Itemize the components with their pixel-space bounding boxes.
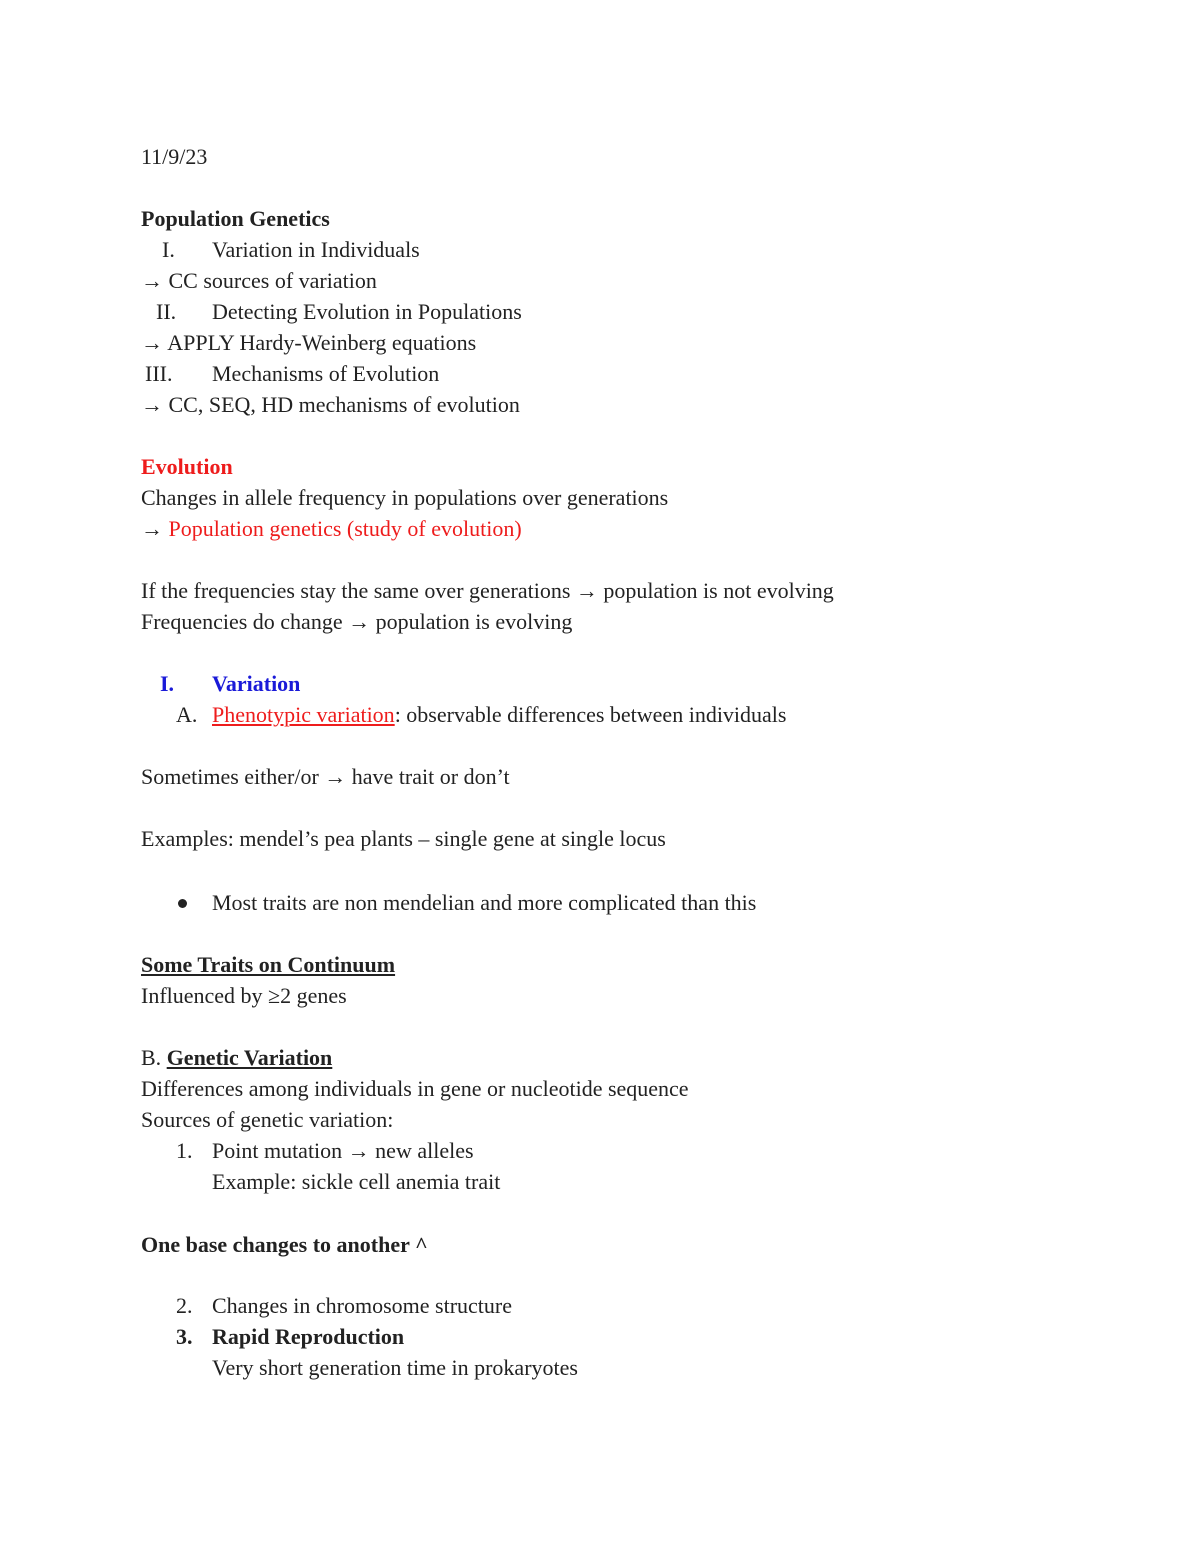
outline-note-3: → CC, SEQ, HD mechanisms of evolution — [141, 392, 520, 417]
evolving-line: Frequencies do change → population is evolving — [141, 609, 573, 634]
evolution-arrow-line — [141, 516, 522, 542]
not-evolving-line: If the frequencies stay the same over generations → population is not evolving — [141, 578, 834, 603]
either-or-line: Sometimes either/or → have trait or don’t — [141, 764, 510, 789]
source-item-3-sub — [0, 1355, 1200, 1381]
source-sub-3: Very short generation time in prokaryotes — [212, 1355, 578, 1380]
variation-num: I. — [160, 671, 175, 696]
date: 11/9/23 — [141, 144, 208, 169]
phenotypic-variation-item — [0, 702, 1200, 728]
outline-text-2: Detecting Evolution in Populations — [212, 299, 522, 324]
variation-section-heading — [0, 671, 1200, 697]
outline-text-3: Mechanisms of Evolution — [212, 361, 440, 386]
outline-item-3 — [0, 361, 1200, 387]
source-item-1 — [0, 1138, 1200, 1164]
source-item-3 — [0, 1324, 1200, 1350]
outline-num-2: II. — [156, 299, 177, 324]
source-text-3: Rapid Reproduction — [212, 1324, 405, 1349]
phenotypic-variation-term: Phenotypic variation — [212, 702, 395, 727]
bullet-text: Most traits are non mendelian and more complicated than this — [212, 890, 757, 915]
source-num-3: 3. — [176, 1324, 193, 1349]
source-item-2 — [0, 1293, 1200, 1319]
source-num-2: 2. — [176, 1293, 193, 1318]
genetic-variation-heading-line — [141, 1045, 332, 1071]
outline-note-2: → APPLY Hardy-Weinberg equations — [141, 330, 477, 355]
genetic-variation-heading: Genetic Variation — [166, 1045, 333, 1070]
source-example-1: Example: sickle cell anemia trait — [212, 1169, 501, 1194]
outline-note-1: → CC sources of variation — [141, 268, 377, 293]
examples-line: Examples: mendel’s pea plants – single gene at single locus — [141, 826, 666, 851]
source-item-1-example — [0, 1169, 1200, 1195]
base-change-note: One base changes to another ^ — [141, 1232, 428, 1257]
phenotypic-variation-definition: : observable differences between individuals — [394, 702, 787, 727]
outline-item-1 — [0, 237, 1200, 263]
continuum-text: Influenced by ≥2 genes — [141, 983, 347, 1008]
outline-text-1: Variation in Individuals — [212, 237, 420, 262]
bullet-item — [0, 890, 1200, 916]
item-a-num: A. — [176, 702, 198, 727]
genetic-variation-definition: Differences among individuals in gene or nucleotide sequence — [141, 1076, 689, 1101]
source-text-1: Point mutation → new alleles — [212, 1138, 474, 1163]
evolution-heading: Evolution — [141, 454, 233, 479]
outline-item-2 — [0, 299, 1200, 325]
source-num-1: 1. — [176, 1138, 193, 1163]
arrow: → — [141, 516, 169, 541]
continuum-heading: Some Traits on Continuum — [141, 952, 396, 977]
variation-heading: Variation — [212, 671, 301, 696]
outline-num-3: III. — [145, 361, 173, 386]
outline-num-1: I. — [162, 237, 175, 262]
sources-label: Sources of genetic variation: — [141, 1107, 394, 1132]
source-text-2: Changes in chromosome structure — [212, 1293, 512, 1318]
bullet-icon — [178, 899, 187, 908]
genetic-variation-prefix: B. — [141, 1045, 167, 1070]
item-a-text — [212, 702, 786, 728]
population-genetics-note: Population genetics (study of evolution) — [168, 516, 522, 541]
page-title: Population Genetics — [141, 206, 330, 231]
evolution-definition: Changes in allele frequency in populations over generations — [141, 485, 669, 510]
